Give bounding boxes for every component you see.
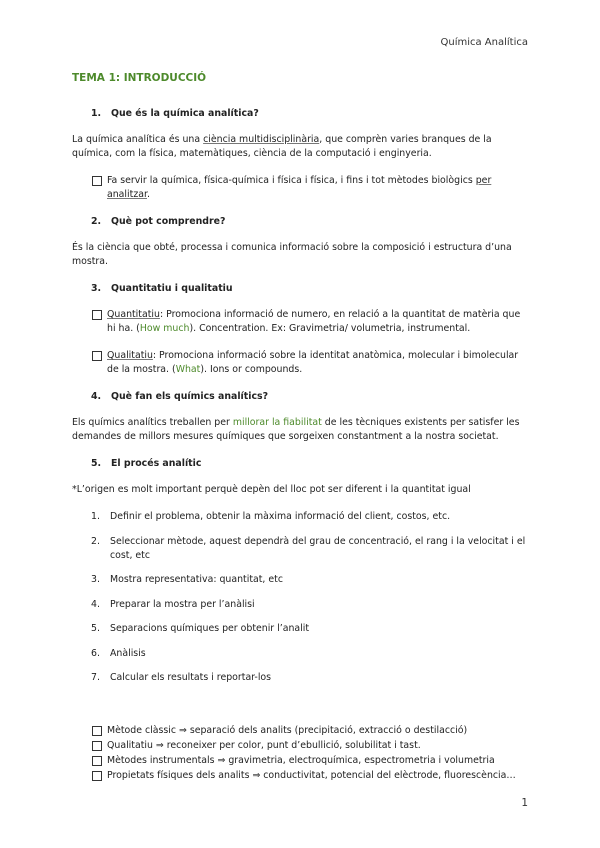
checkbox-icon[interactable] [92,741,102,751]
text: de les tècniques existents per satisfer les demandes de millors mesures químiques que sorgeixen constantment a la nostra societat. [72,417,520,442]
step-text: Anàlisis [110,647,146,659]
section-4-heading [91,390,530,404]
step-number: 2. [91,535,100,547]
checkbox-item [72,769,530,783]
text: Qualitatiu ⇒ reconeixer per color, punt d’ebullició, solubilitat i tast. [107,739,421,751]
text: ). Ions or compounds. [200,364,303,375]
text: La química analítica és una [72,134,204,145]
list-item [72,671,530,685]
page-number: 1 [521,797,528,809]
document-body [72,71,530,784]
section-5-heading [91,457,530,471]
text: Propietats físiques dels analits ⇒ conductivitat, potencial del elèctrode, fluorescència… [107,769,516,781]
text: , que comprèn varies branques de la química, com la física, matemàtiques, ciència de la computació i enginyeria. [72,134,492,159]
step-number: 6. [91,647,100,659]
checkbox-item [72,754,530,768]
section-5-note: *L’origen es molt important perquè depèn del lloc pot ser diferent i la quantitat igual [72,484,471,495]
checkbox-item [72,349,530,377]
section-title: Que és la química analítica? [111,108,259,119]
process-steps-list [72,510,530,685]
list-item [72,573,530,587]
section-title: Què fan els químics analítics? [111,391,269,402]
step-text: Definir el problema, obtenir la màxima informació del client, costos, etc. [110,511,451,522]
checkbox-icon[interactable] [92,176,102,186]
chapter-title: TEMA 1: INTRODUCCIÓ [72,72,207,84]
step-text: Separacions químiques per obtenir l’analit [110,623,310,634]
text: : Promociona informació de numero, en relació a la quantitat de matèria que hi ha. ( [107,309,521,334]
green-text: What [175,364,201,375]
page-header: Química Analítica [440,37,528,48]
section-4-paragraph [72,416,530,444]
section-2-heading [91,215,530,229]
checkbox-icon[interactable] [92,756,102,766]
section-number: 1. [91,108,102,119]
checkbox-item [72,739,530,753]
section-number: 3. [91,283,102,294]
text: : Promociona informació sobre la identitat anatòmica, molecular i bimolecular de la mostra. ( [107,350,519,375]
checkbox-icon[interactable] [92,726,102,736]
checkbox-icon[interactable] [92,310,102,320]
section-title: Què pot comprendre? [111,216,226,227]
text: Mètode clàssic ⇒ separació dels analits (precipitació, extracció o destilacció) [107,724,468,736]
step-text: Preparar la mostra per l’anàlisi [110,598,255,610]
checkbox-item [72,174,530,202]
section-1-paragraph [72,133,530,161]
section-number: 5. [91,458,102,469]
underlined-text: Quantitatiu [107,309,160,320]
checkbox-item [72,724,530,738]
section-3-heading [91,282,530,296]
checkbox-icon[interactable] [92,771,102,781]
step-number: 3. [91,574,100,585]
step-number: 1. [91,511,100,522]
list-item [72,647,530,661]
step-text: Mostra representativa: quantitat, etc [110,574,283,585]
list-item [72,535,530,563]
text: ). Concentration. Ex: Gravimetria/ volumetria, instrumental. [189,323,471,334]
text: Mètodes instrumentals ⇒ gravimetria, electroquímica, espectrometria i volumetria [107,754,495,766]
green-text: millorar la fiabilitat [232,417,322,428]
checkbox-icon[interactable] [92,351,102,361]
step-text: Calcular els resultats i reportar-los [110,672,272,683]
list-item [72,510,530,524]
list-item [72,622,530,636]
step-number: 7. [91,672,100,683]
section-2-paragraph: És la ciència que obté, processa i comunica informació sobre la composició i estructura d’una mostra. [72,242,512,267]
underlined-text: per analitzar [107,175,492,200]
section-number: 4. [91,391,102,402]
text: Els químics analítics treballen per [72,417,233,428]
section-number: 2. [91,216,102,227]
step-number: 4. [91,598,100,610]
section-1-heading [91,107,530,121]
step-text: Seleccionar mètode, aquest dependrà del grau de concentració, el rang i la velocitat i el cost, etc [110,535,526,561]
list-item [72,598,530,612]
green-text: How much [139,323,190,334]
checkbox-item [72,308,530,336]
text: Fa servir la química, física-química i física i física, i fins i tot mètodes biològics [107,175,476,186]
underlined-text: ciència multidisciplinària [203,134,320,145]
section-title: El procés analític [111,458,202,469]
step-number: 5. [91,623,100,634]
section-title: Quantitatiu i qualitatiu [111,283,233,294]
underlined-text: Qualitatiu [107,350,153,361]
text: . [146,189,150,200]
